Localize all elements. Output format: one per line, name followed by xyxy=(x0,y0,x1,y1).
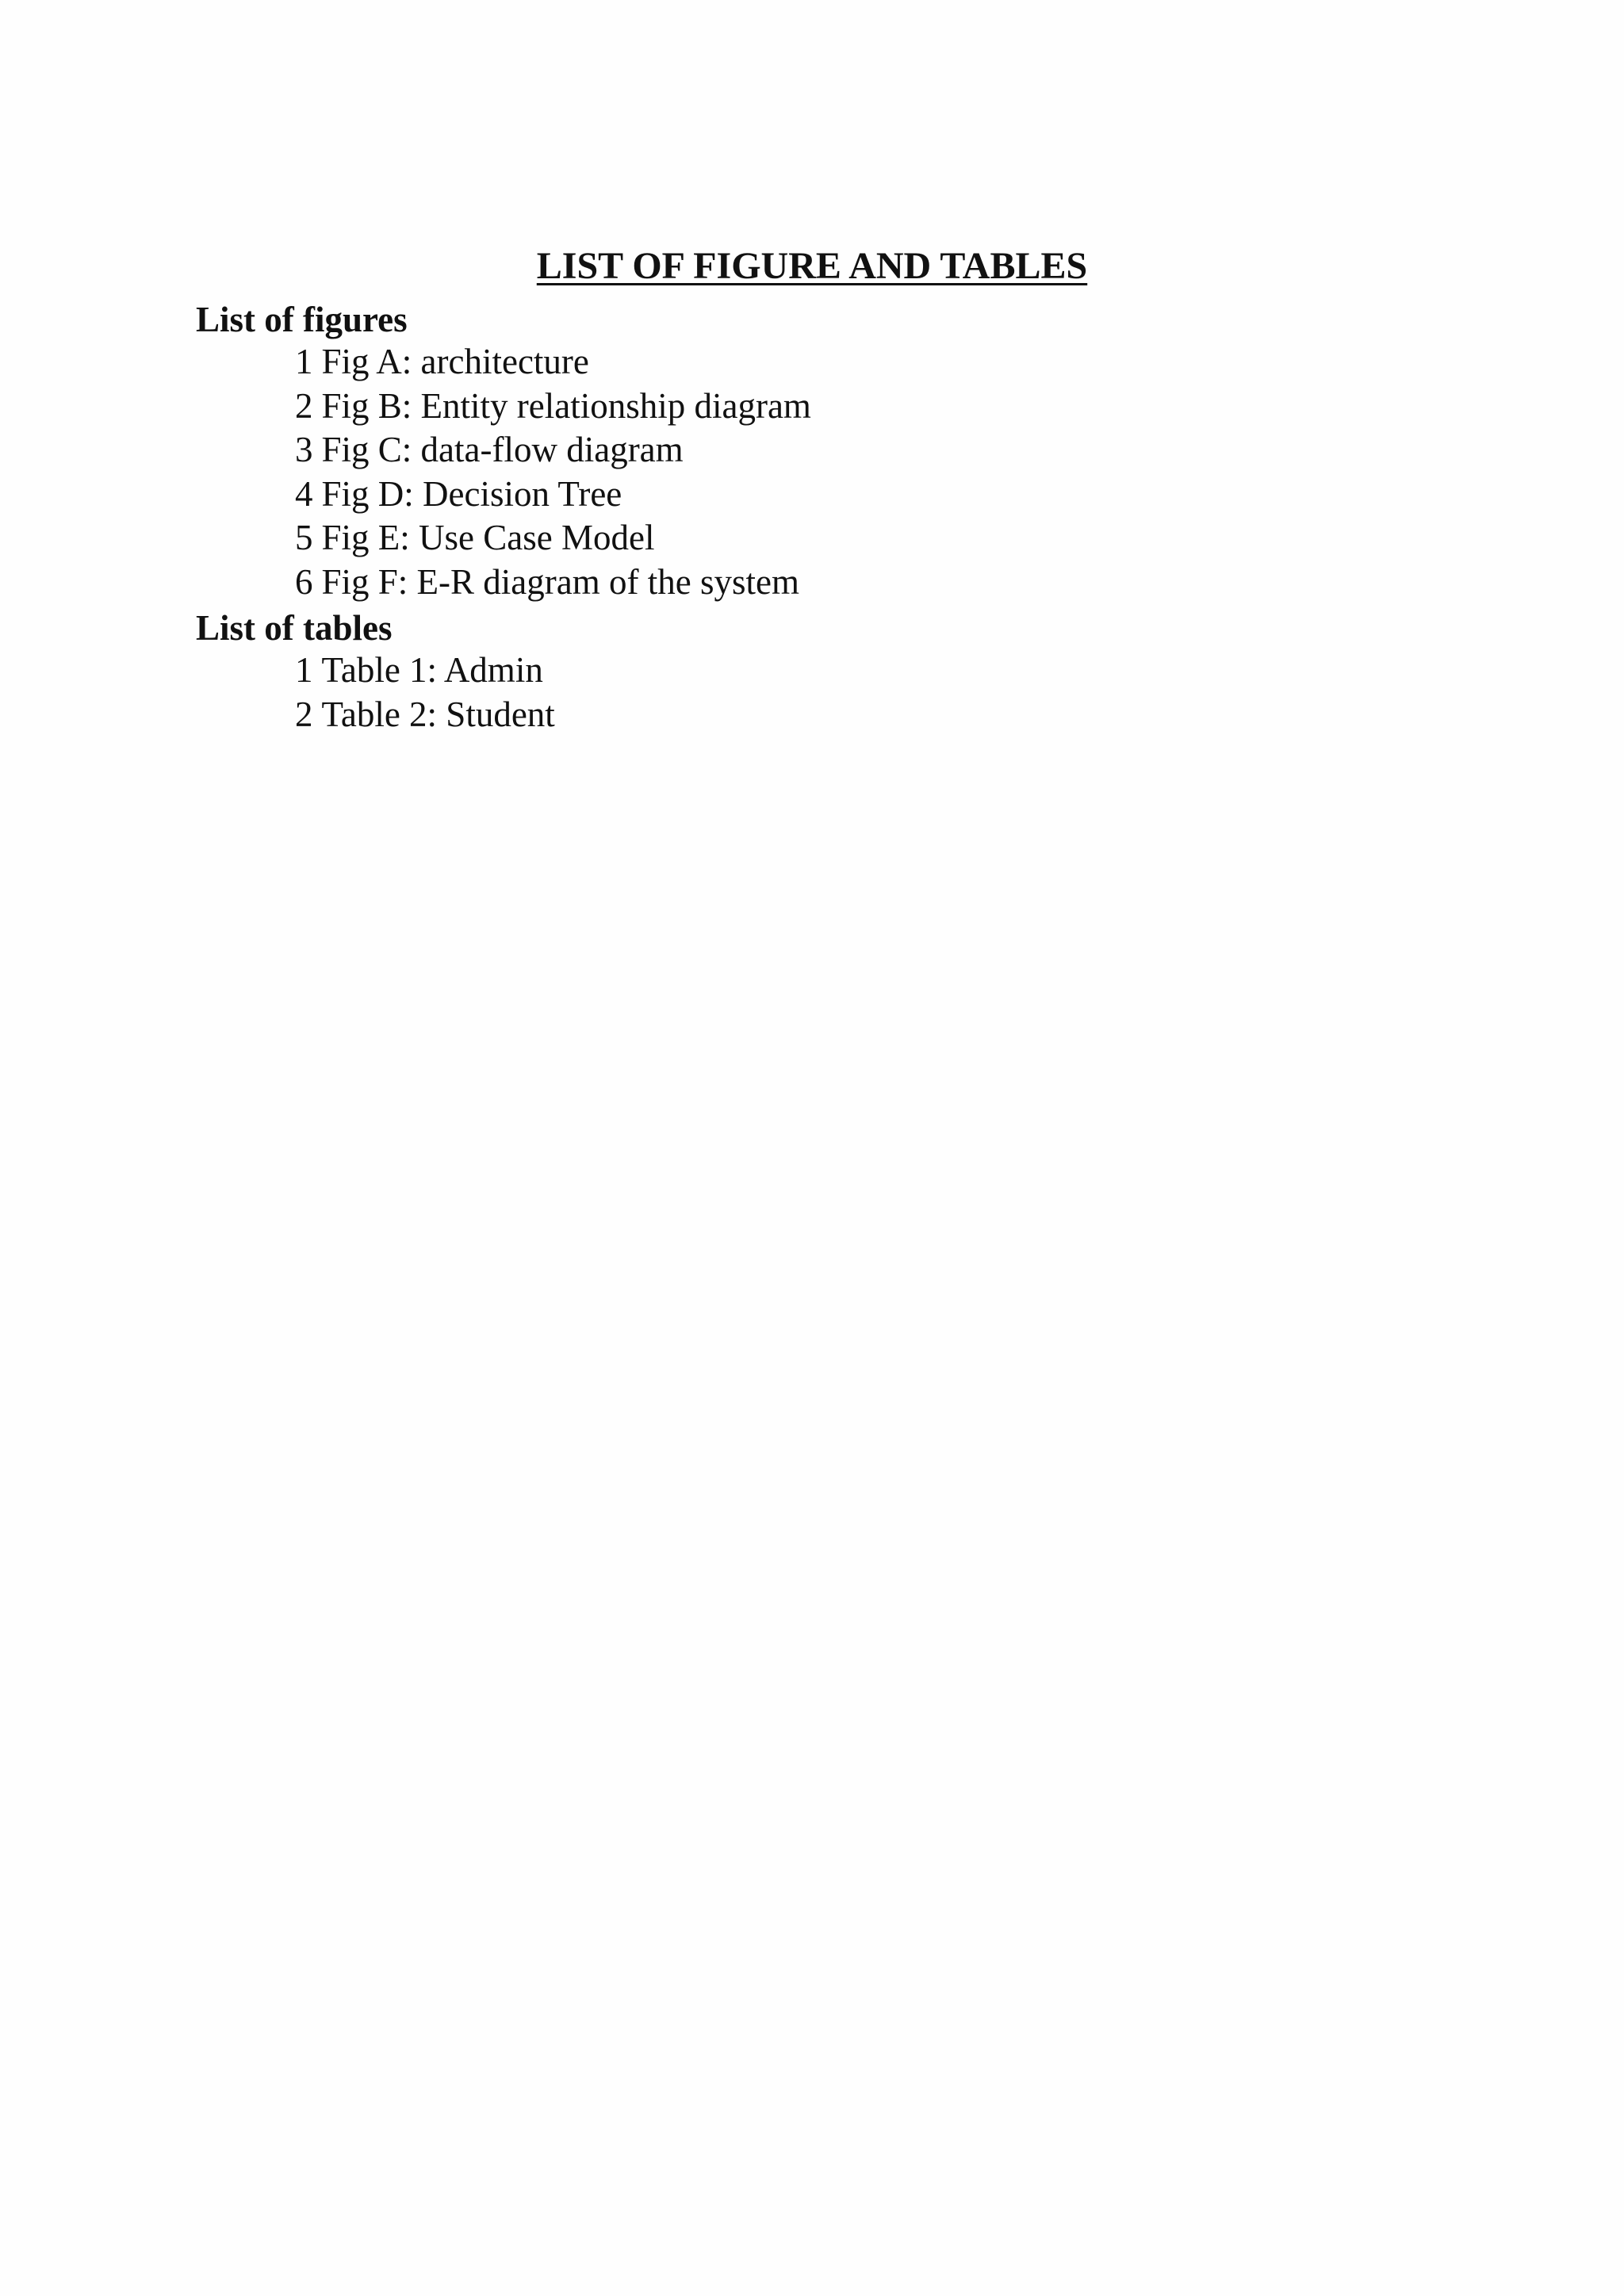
table-number: 2 xyxy=(295,694,313,734)
figure-caption: Fig E: Use Case Model xyxy=(321,518,655,558)
figure-list-item xyxy=(295,561,811,605)
figure-number: 3 xyxy=(295,430,313,470)
figure-list-item xyxy=(295,473,811,517)
table-list-item xyxy=(295,649,555,693)
figures-heading: List of figures xyxy=(196,300,408,339)
figure-number: 1 xyxy=(295,342,313,381)
table-caption: Table 1: Admin xyxy=(321,650,543,690)
figure-list-item xyxy=(295,340,811,385)
figure-caption: Fig D: Decision Tree xyxy=(321,473,622,514)
figures-list xyxy=(295,340,811,605)
page-title xyxy=(0,244,1624,289)
table-number: 1 xyxy=(295,650,313,690)
figure-list-item xyxy=(295,516,811,561)
figure-number: 2 xyxy=(295,385,313,426)
figure-caption: Fig B: Entity relationship diagram xyxy=(321,385,811,426)
figure-caption: Fig F: E-R diagram of the system xyxy=(321,561,799,602)
figure-list-item xyxy=(295,385,811,429)
page-title-text: LIST OF FIGURE AND TABLES xyxy=(536,245,1088,287)
figure-list-item xyxy=(295,428,811,473)
table-list-item xyxy=(295,693,555,737)
figure-caption: Fig A: architecture xyxy=(321,342,589,381)
figure-number: 6 xyxy=(295,561,313,602)
figure-number: 4 xyxy=(295,473,313,514)
figure-caption: Fig C: data-flow diagram xyxy=(321,430,684,470)
tables-heading: List of tables xyxy=(196,608,393,648)
table-caption: Table 2: Student xyxy=(321,694,555,734)
tables-list xyxy=(295,649,555,737)
figure-number: 5 xyxy=(295,518,313,558)
